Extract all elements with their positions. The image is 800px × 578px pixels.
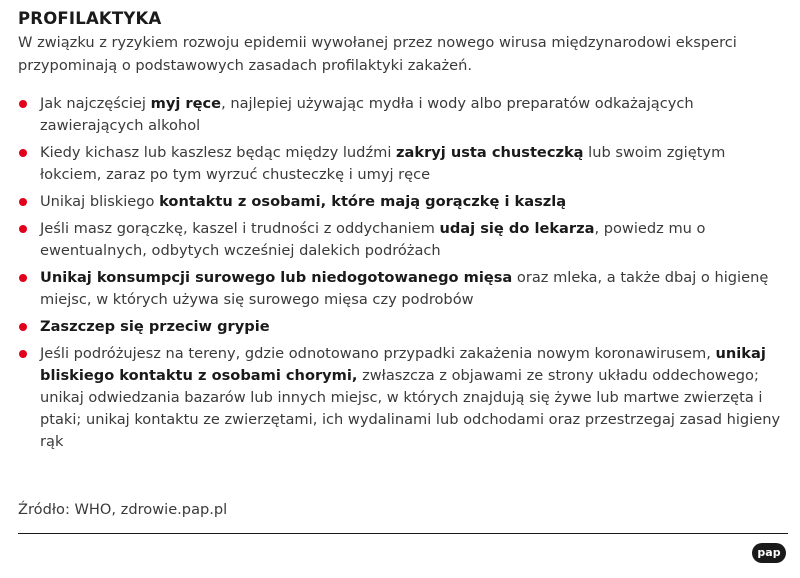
item-text: lub swoim zgiętym łokciem, zaraz po tym wyrzuć chusteczkę i umyj ręce (40, 144, 726, 183)
item-text: Jak najczęściej (40, 95, 151, 112)
bullet-dot-icon (19, 100, 27, 108)
list-item (18, 191, 788, 213)
item-text: Kiedy kichasz lub kaszlesz będąc między ludźmi (40, 144, 397, 161)
bullet-dot-icon (19, 274, 27, 282)
item-bold-text: zakryj usta chusteczką (396, 144, 584, 161)
item-text: zwłaszcza z objawami ze strony układu oddechowego; unikaj odwiedzania bazarów lub innych miejsc, w których znajdują się żywe lub martwe zwierzęta i ptaki; unikaj kontaktu ze zwierzętami, ich wydalinami lub odchodami oraz przestrzegaj zasad higieny rąk (40, 367, 781, 450)
item-text: , powiedz mu o ewentualnych, odbytych wcześniej dalekich podróżach (40, 220, 706, 259)
pap-logo: pap (752, 543, 786, 563)
item-bold-text: kontaktu z osobami, które mają gorączkę i kaszlą (159, 193, 567, 210)
item-text: Unikaj bliskiego (40, 193, 160, 210)
bullet-dot-icon (19, 225, 27, 233)
item-bold-text: myj ręce (150, 95, 222, 112)
list-item (18, 316, 788, 338)
list-item (18, 267, 788, 311)
list-item (18, 218, 788, 262)
list-item (18, 142, 788, 186)
item-bold-text: Unikaj konsumpcji surowego lub niedogotowanego mięsa (40, 269, 513, 286)
list-item (18, 343, 788, 453)
bullet-dot-icon (19, 198, 27, 206)
item-text: Jeśli masz gorączkę, kaszel i trudności z oddychaniem (40, 220, 440, 237)
source-note: Źródło: WHO, zdrowie.pap.pl (18, 501, 228, 518)
footer-divider (18, 533, 788, 534)
item-bold-text: udaj się do lekarza (439, 220, 595, 237)
bullet-dot-icon (19, 149, 27, 157)
list-item (18, 93, 788, 137)
item-text: , najlepiej używając mydła i wody albo preparatów odkażających zawierających alkohol (40, 95, 694, 134)
bullet-dot-icon (19, 350, 27, 358)
prevention-list (18, 93, 788, 458)
item-bold-text: unikaj bliskiego kontaktu z osobami chorymi, (40, 345, 766, 384)
item-text: Jeśli podróżujesz na tereny, gdzie odnotowano przypadki zakażenia nowym koronawirusem, (40, 345, 716, 362)
page-title: PROFILAKTYKA (18, 9, 162, 28)
item-text: oraz mleka, a także dbaj o higienę miejsc, w których używa się surowego mięsa czy podrobów (40, 269, 769, 308)
bullet-dot-icon (19, 323, 27, 331)
item-bold-text: Zaszczep się przeciw grypie (40, 318, 270, 335)
intro-text: W związku z ryzykiem rozwoju epidemii wywołanej przez nowego wirusa międzynarodowi eksperci przypominają o podstawowych zasadach profilaktyki zakażeń. (18, 34, 737, 74)
